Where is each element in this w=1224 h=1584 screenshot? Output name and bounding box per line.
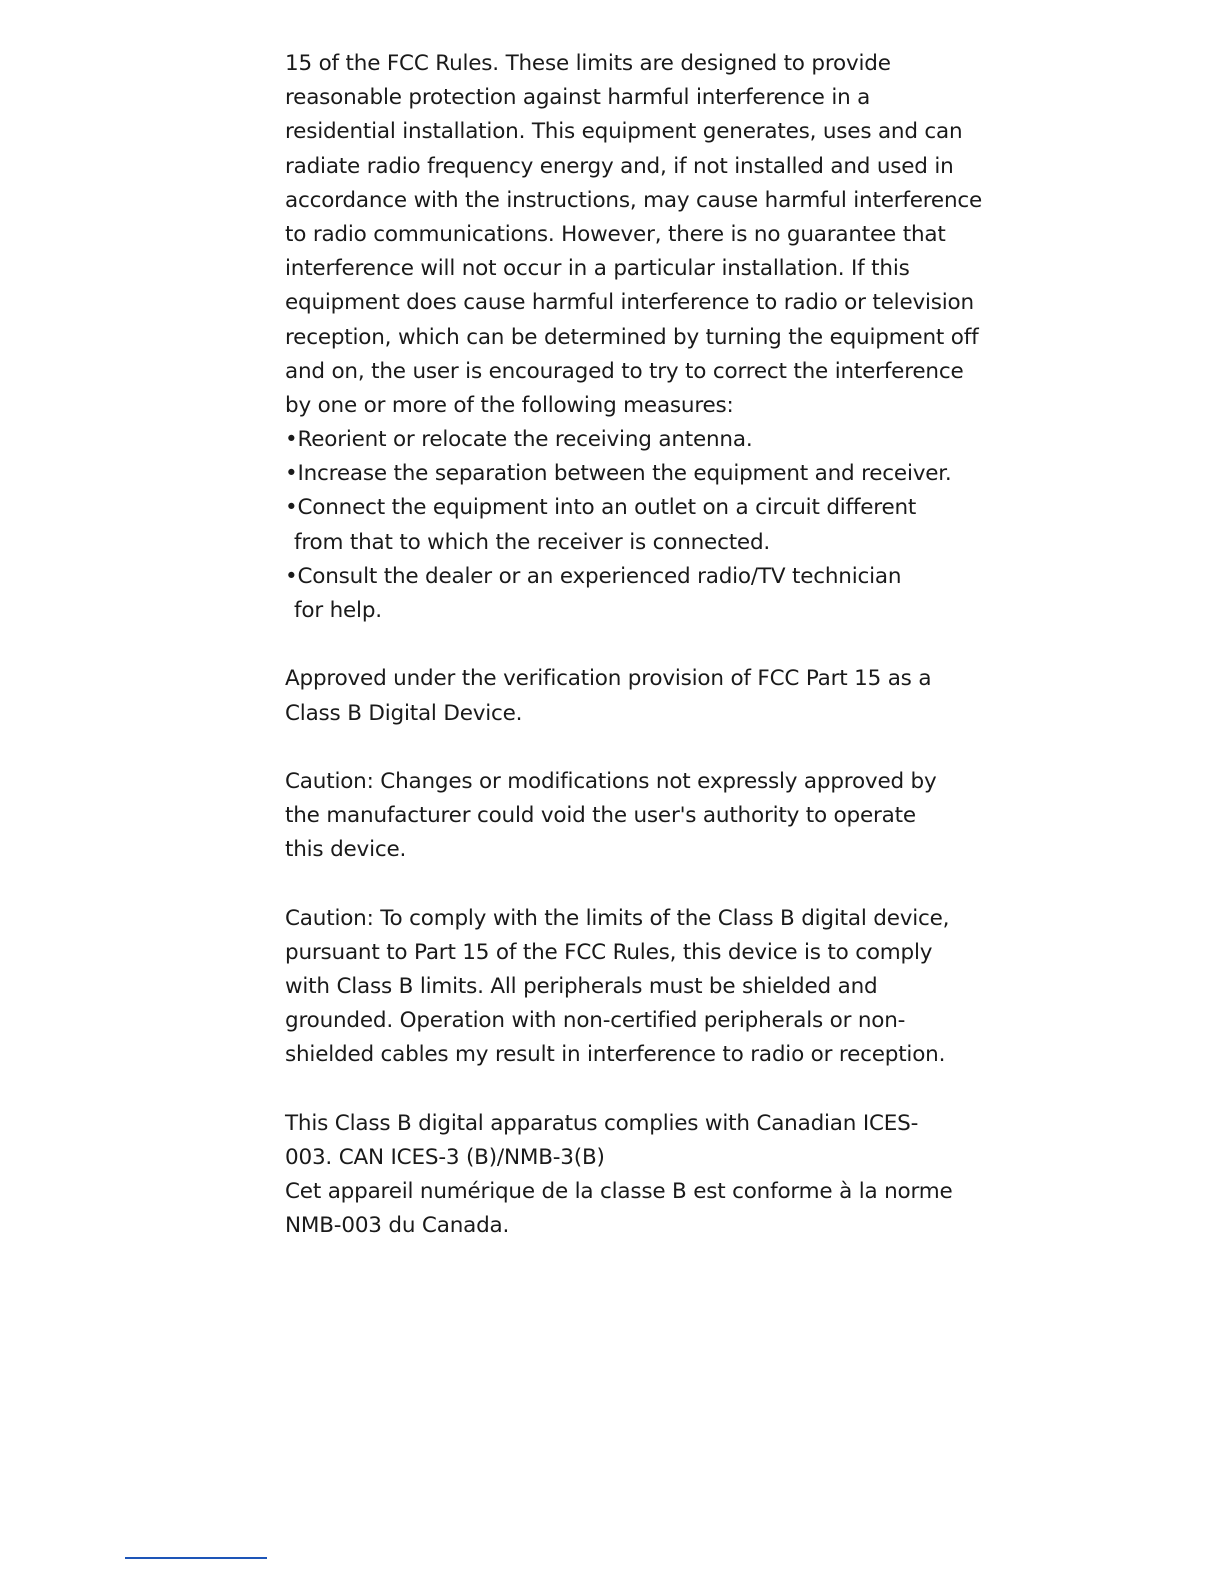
paragraph-spacer	[285, 868, 965, 902]
text-line: this device.	[285, 837, 407, 863]
approval-paragraph	[285, 662, 965, 730]
list-item-continuation: for help.	[294, 598, 382, 623]
paragraph-spacer	[285, 1073, 965, 1107]
text-line: NMB-003 du Canada.	[285, 1213, 510, 1239]
caution-limits-paragraph	[285, 902, 965, 1073]
footer-rule	[125, 1557, 267, 1559]
text-line: shielded cables my result in interference to radio or reception.	[285, 1042, 946, 1068]
text-line: reception, which can be determined by turning the equipment off	[285, 324, 979, 350]
text-line: to radio communications. However, there is no guarantee that	[285, 221, 946, 247]
text-line: 15 of the FCC Rules. These limits are designed to provide	[285, 51, 891, 76]
text-line: Caution: Changes or modifications not expressly approved by	[285, 768, 937, 794]
text-line: This Class B digital apparatus complies with Canadian ICES-	[285, 1110, 919, 1136]
text-line: Caution: To comply with the limits of the Class B digital device,	[285, 905, 950, 931]
text-line: pursuant to Part 15 of the FCC Rules, this device is to comply	[285, 939, 933, 965]
canada-compliance-paragraph	[285, 1107, 965, 1244]
text-line: equipment does cause harmful interference to radio or television	[285, 290, 974, 316]
compliance-text	[285, 47, 983, 1244]
text-line: by one or more of the following measures:	[285, 392, 734, 418]
text-line: and on, the user is encouraged to try to correct the interference	[285, 358, 964, 384]
text-line: the manufacturer could void the user's authority to operate	[285, 803, 916, 829]
text-line: Cet appareil numérique de la classe B est conforme à la norme	[285, 1179, 953, 1205]
caution-changes-paragraph	[285, 765, 965, 868]
text-line: interference will not occur in a particular installation. If this	[285, 256, 910, 282]
list-item: •Connect the equipment into an outlet on a circuit different	[285, 495, 917, 521]
measures-list	[285, 423, 965, 628]
list-item: •Consult the dealer or an experienced radio/TV technician	[285, 563, 902, 589]
text-line: reasonable protection against harmful interference in a	[285, 85, 871, 111]
list-item: •Reorient or relocate the receiving antenna.	[285, 427, 753, 453]
text-line: residential installation. This equipment generates, uses and can	[285, 119, 963, 145]
text-line: 003. CAN ICES-3 (B)/NMB-3(B)	[285, 1145, 605, 1170]
text-line: with Class B limits. All peripherals must be shielded and	[285, 974, 878, 1000]
fcc-interference-paragraph	[285, 47, 983, 423]
list-item-continuation: from that to which the receiver is connected.	[294, 529, 771, 555]
paragraph-spacer	[285, 731, 965, 765]
text-line: Class B Digital Device.	[285, 700, 523, 726]
text-line: radiate radio frequency energy and, if not installed and used in	[285, 153, 954, 179]
text-line: accordance with the instructions, may cause harmful interference	[285, 187, 983, 213]
list-item: •Increase the separation between the equipment and receiver.	[285, 461, 952, 487]
text-line: grounded. Operation with non-certified peripherals or non-	[285, 1008, 906, 1034]
text-line: Approved under the verification provision of FCC Part 15 as a	[285, 666, 932, 692]
paragraph-spacer	[285, 628, 965, 662]
